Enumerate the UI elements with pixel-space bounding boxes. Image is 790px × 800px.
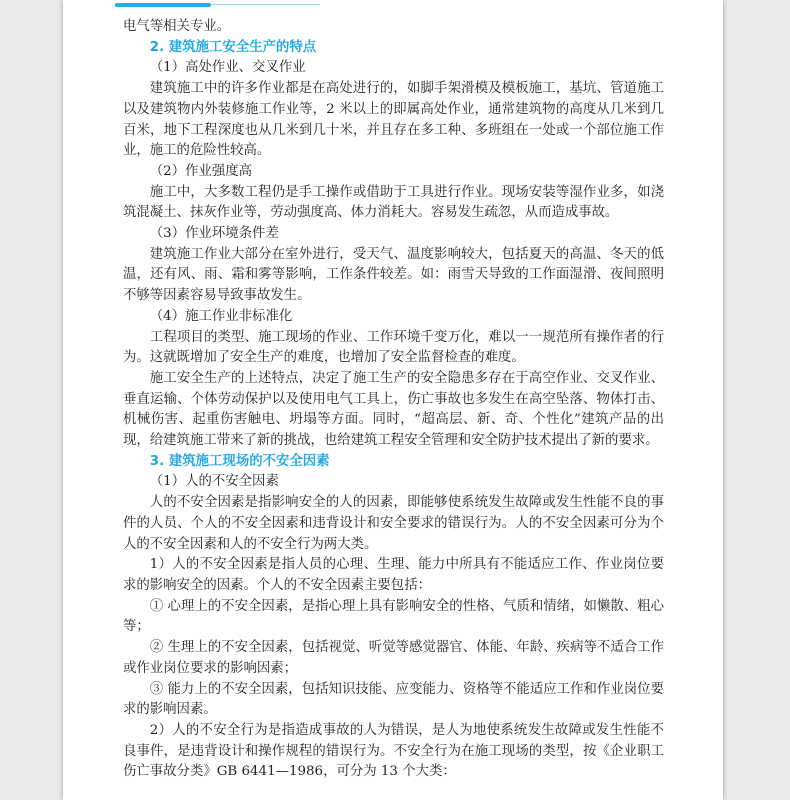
paragraph: 2）人的不安全行为是指造成事故的人为错误，是人为地使系统发生故障或发生性能不良事件，是违背设计和操作规程的错误行为。不安全行为在施工现场的类型，按《企业职工伤亡事故分类》GB 6441—1986，可分为 13 个大类： bbox=[123, 722, 664, 780]
paragraph: 1）人的不安全因素是指人员的心理、生理、能力中所具有不能适应工作、作业岗位要求的影响安全的因素。个人的不安全因素主要包括： bbox=[123, 557, 664, 593]
paragraph: （1）高处作业、交叉作业 bbox=[149, 60, 306, 76]
paragraph: （1）人的不安全因素 bbox=[149, 474, 279, 490]
paragraph: 电气等相关专业。 bbox=[123, 19, 231, 34]
paragraph: 建筑施工中的许多作业都是在高处进行的，如脚手架滑模及模板施工，基坑、管道施工以及建筑物内外装修施工作业等，2 米以上的即属高处作业，通常建筑物的高度从几米到几百米，地下工程深度也从几米到几十米，并且存在多工种、多班组在一处或一个部位施工作业，施工的危险性较高。 bbox=[123, 81, 664, 159]
paragraph: 人的不安全因素是指影响安全的人的因素，即能够使系统发生故障或发生性能不良的事件的人员、个人的不安全因素和违背设计和安全要求的错误行为。人的不安全因素可分为个人的不安全因素和人的不安全行为两大类。 bbox=[123, 495, 664, 552]
paragraph: 施工安全生产的上述特点，决定了施工生产的安全隐患多存在于高空作业、交叉作业、垂直运输、个体劳动保护以及使用电气工具上，伤亡事故也多发生在高空坠落、物体打击、机械伤害、起重伤害触电、坍塌等方面。同时，“超高层、新、奇、个性化”建筑产品的出现，给建筑施工带来了新的挑战，也给建筑工程安全管理和安全防护技术提出了新的要求。 bbox=[123, 370, 664, 449]
document-page bbox=[63, 0, 723, 800]
header-accent-bar bbox=[115, 3, 211, 7]
paragraph: ③ 能力上的不安全因素，包括知识技能、应变能力、资格等不能适应工作和作业岗位要求的影响因素。 bbox=[123, 681, 664, 718]
paragraph: （4）施工作业非标准化 bbox=[149, 308, 293, 324]
paragraph: 建筑施工作业大部分在室外进行，受天气、温度影响较大，包括夏天的高温、冬天的低温，还有风、雨、霜和雾等影响，工作条件较差。如：雨雪天导致的工作面湿滑、夜间照明不够等因素容易导致事故发生。 bbox=[123, 246, 664, 304]
paragraph: 工程项目的类型、施工现场的作业、工作环境千变万化，难以一一规范所有操作者的行为。这就既增加了安全生产的难度，也增加了安全监督检查的难度。 bbox=[123, 329, 664, 366]
section-heading: 3. 建筑施工现场的不安全因素 bbox=[149, 453, 330, 469]
paragraph: （2）作业强度高 bbox=[149, 163, 253, 179]
paragraph: ① 心理上的不安全因素，是指心理上具有影响安全的性格、气质和情绪，如懒散、粗心等； bbox=[123, 598, 664, 635]
document-body bbox=[123, 17, 664, 783]
paragraph: （3）作业环境条件差 bbox=[149, 226, 279, 242]
paragraph: ② 生理上的不安全因素，包括视觉、听觉等感觉器官、体能、年龄、疾病等不适合工作或作业岗位要求的影响因素； bbox=[123, 640, 664, 676]
paragraph: 施工中，大多数工程仍是手工操作或借助于工具进行作业。现场安装等湿作业多，如浇筑混凝土、抹灰作业等，劳动强度高、体力消耗大。容易发生疏忽，从而造成事故。 bbox=[123, 184, 664, 221]
section-heading: 2. 建筑施工安全生产的特点 bbox=[149, 39, 317, 55]
